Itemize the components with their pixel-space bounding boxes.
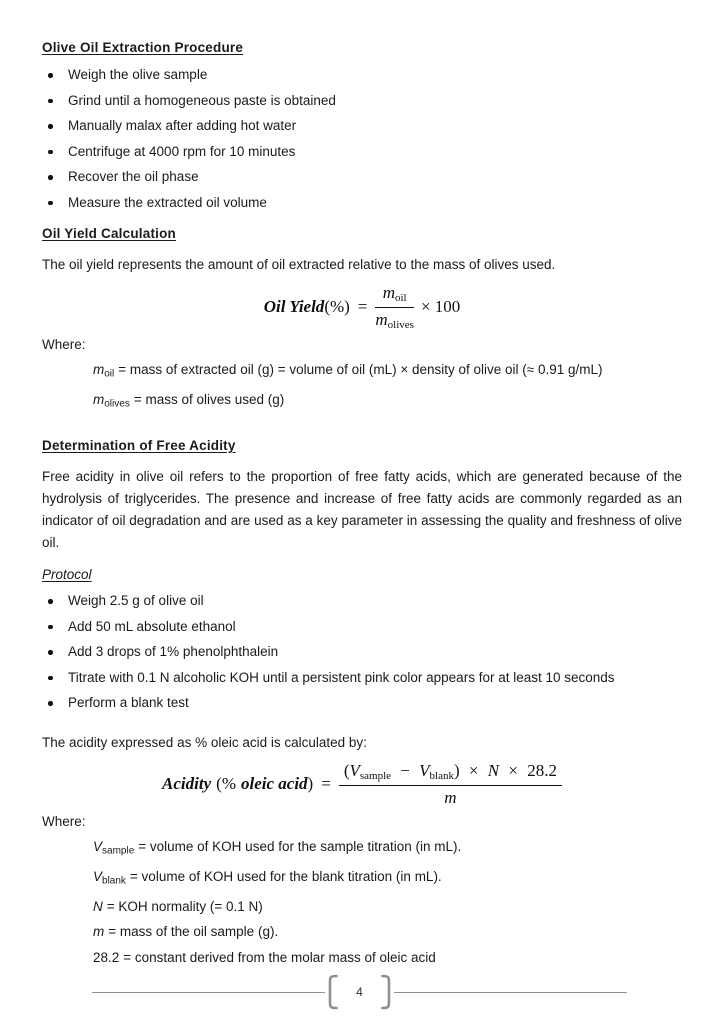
definition-row	[93, 363, 682, 382]
definition-text: = volume of KOH used for the blank titration (in mL).	[129, 868, 442, 884]
list-item: Grind until a homogeneous paste is obtained	[46, 94, 682, 109]
page-footer	[92, 974, 627, 1010]
mass-symbol: m	[444, 787, 457, 807]
constant-value: 28.2	[527, 760, 557, 780]
definition-symbol: m	[93, 924, 105, 939]
v-sample-subscript: sample	[359, 769, 392, 782]
where-label: Where:	[42, 813, 86, 829]
section-heading-free-acidity: Determination of Free Acidity	[42, 438, 236, 453]
formula-tail: × 100	[420, 297, 461, 316]
definition-text: = mass of the oil sample (g).	[108, 924, 279, 939]
times-sign: ×	[468, 760, 479, 780]
yield-definitions	[93, 363, 682, 412]
numerator-symbol: m	[382, 283, 395, 302]
formula-lhs: Acidity	[162, 774, 212, 793]
definition-text: = volume of KOH used for the sample titration (in mL).	[138, 838, 462, 854]
list-item: Weigh 2.5 g of olive oil	[46, 594, 682, 609]
formula-lhs-paren: (%)	[324, 297, 350, 316]
list-item: Titrate with 0.1 N alcoholic KOH until a persistent pink color appears for at least 10 seconds	[46, 671, 682, 686]
times-sign: ×	[508, 760, 518, 780]
where-label: Where:	[42, 337, 86, 352]
definition-row	[93, 393, 682, 412]
acidity-definitions	[93, 840, 682, 966]
free-acidity-body: Free acidity in olive oil refers to the proportion of free fatty acids, which are generated because of the hydrolysis of triglycerides. The presence and increase of free fatty acids are commonly regarded as an indicator of oil degradation and are used as a key parameter in assessing the quality and freshness of olive oil.	[42, 469, 682, 550]
definition-symbol: V	[93, 868, 103, 884]
equals-sign: =	[357, 297, 368, 316]
definition-symbol: m	[93, 392, 105, 407]
formula-lhs: Oil Yield	[263, 297, 325, 316]
page-number: 4	[356, 985, 363, 999]
list-item: Perform a blank test	[46, 696, 682, 711]
fraction-numerator	[375, 283, 414, 308]
definition-row	[93, 900, 682, 915]
protocol-bullet-list	[42, 594, 682, 711]
acidity-formula	[42, 761, 682, 808]
definition-text: = constant derived from the molar mass of oleic acid	[123, 949, 436, 965]
denominator-subscript: olives	[387, 319, 414, 331]
n-symbol: N	[487, 760, 500, 780]
list-item: Add 50 mL absolute ethanol	[46, 620, 682, 635]
footer-rule-left	[92, 992, 325, 993]
definition-subscript: olives	[104, 398, 130, 410]
list-item: Weigh the olive sample	[46, 68, 682, 83]
list-item: Centrifuge at 4000 rpm for 10 minutes	[46, 145, 682, 160]
fraction-denominator	[339, 786, 562, 808]
list-item: Measure the extracted oil volume	[46, 196, 682, 211]
definition-row	[93, 870, 682, 889]
oil-yield-intro: The oil yield represents the amount of oil extracted relative to the mass of olives used.	[42, 257, 556, 272]
formula-lhs-open: (%	[216, 774, 236, 793]
v-blank-symbol: V	[419, 760, 430, 780]
list-item: Add 3 drops of 1% phenolphthalein	[46, 645, 682, 660]
equals-sign: =	[321, 774, 331, 793]
definition-row	[93, 925, 682, 940]
fraction	[339, 761, 562, 808]
footer-rule-right	[394, 992, 627, 993]
definition-row	[93, 840, 682, 859]
list-item: Recover the oil phase	[46, 170, 682, 185]
numerator-subscript: oil	[395, 292, 407, 304]
fraction-denominator	[375, 308, 414, 331]
definition-symbol: N	[93, 898, 103, 914]
list-item: Manually malax after adding hot water	[46, 119, 682, 134]
extraction-bullet-list	[42, 68, 682, 210]
definition-text: = mass of extracted oil (g) = volume of oil (mL) × density of olive oil (≈ 0.91 g/mL)	[118, 362, 603, 377]
definition-symbol: m	[93, 362, 105, 377]
definition-subscript: sample	[102, 845, 135, 856]
minus-sign: −	[400, 760, 410, 780]
section-heading-extraction: Olive Oil Extraction Procedure	[42, 40, 244, 55]
section-heading-oil-yield: Oil Yield Calculation	[42, 226, 176, 241]
formula-lhs-bold2: oleic acid	[240, 774, 308, 793]
fraction-numerator	[339, 761, 562, 786]
definition-row	[93, 951, 682, 966]
definition-symbol: 28.2	[93, 949, 120, 965]
acidity-formula-intro: The acidity expressed as % oleic acid is calculated by:	[42, 734, 367, 750]
footer-bracket-left-icon	[325, 974, 339, 1010]
v-blank-subscript: blank	[429, 769, 454, 782]
definition-symbol: V	[93, 838, 103, 854]
footer-bracket-right-icon	[380, 974, 394, 1010]
definition-text: = mass of olives used (g)	[133, 392, 285, 407]
definition-subscript: oil	[104, 368, 115, 380]
definition-text: = KOH normality (= 0.1 N)	[106, 898, 263, 914]
v-sample-symbol: V	[349, 760, 360, 780]
paren-close: )	[453, 760, 460, 780]
denominator-symbol: m	[375, 310, 388, 329]
protocol-subheading: Protocol	[42, 567, 92, 582]
fraction	[375, 283, 414, 331]
paren-open: (	[343, 760, 350, 780]
oil-yield-formula	[42, 283, 682, 331]
formula-lhs-close: )	[307, 774, 314, 793]
definition-subscript: blank	[102, 875, 126, 886]
